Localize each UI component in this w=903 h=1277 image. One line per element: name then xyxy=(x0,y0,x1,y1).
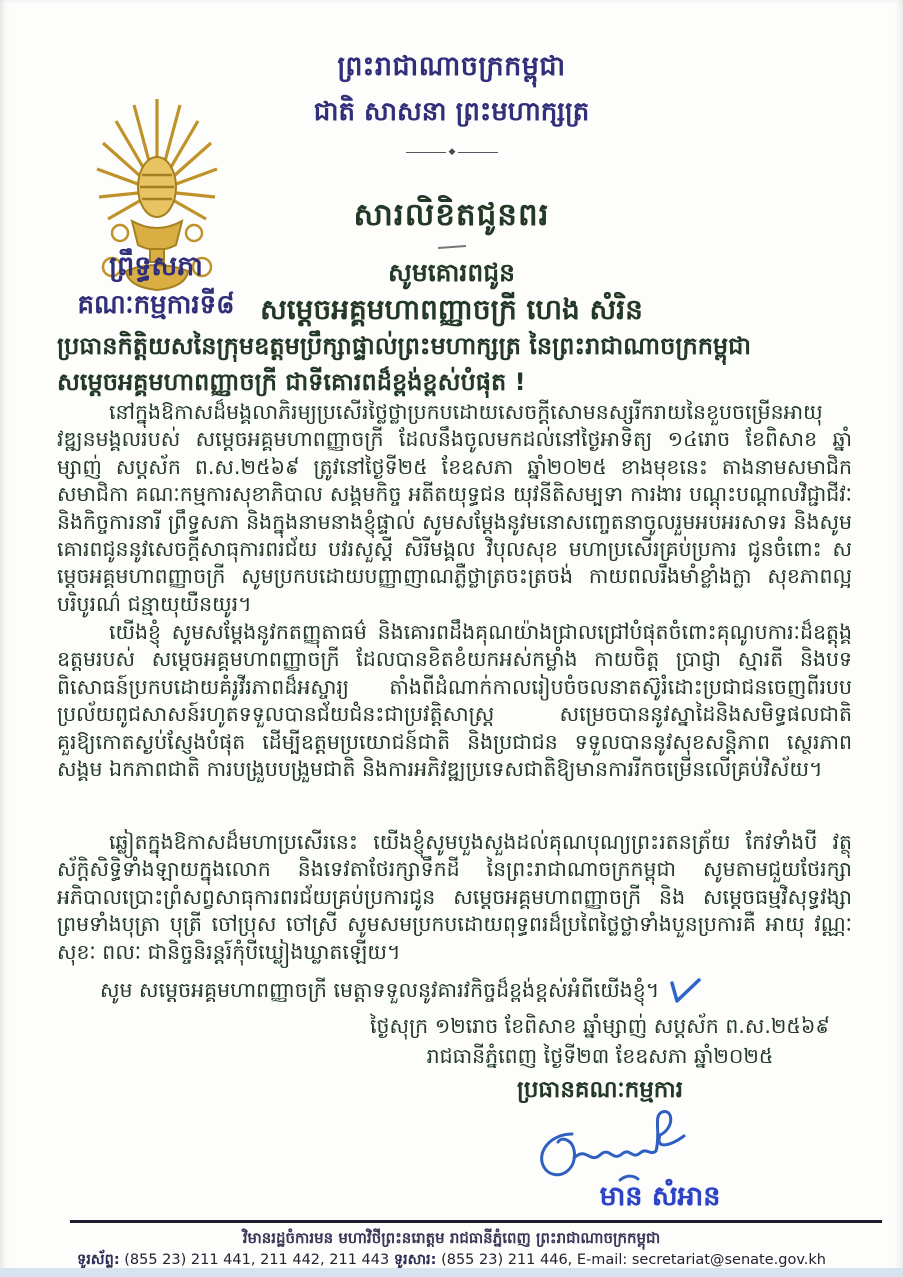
footer-address: វិមានរដ្ឋចំការមន មហាវិថីព្រះនរោត្តម រាជធានីភ្នំពេញ ព្រះរាជាណាចក្រកម្ពុជា xyxy=(242,1229,661,1247)
body-paragraph-2: យើងខ្ញុំ សូមសម្តែងនូវកតញ្ញុតាធម៌ និងគោរពដឹងគុណយ៉ាងជ្រាលជ្រៅបំផុតចំពោះគុណូបការៈដ៏ឧត្តុង្គឧត្តមរបស់ សម្តេចអគ្គមហាពញ្ញាចក្រី ដែលបានខិតខំយកអស់កម្លាំង កាយចិត្ត ប្រាជ្ញា ស្មារតី និងបទពិសោធន៍ប្រកបដោយគំរូវីរភាពដ៏អស្ចារ្យ តាំងពីដំណាក់កាលរៀបចំចលនាតស៊ូរំដោះប្រជាជនចេញពីរបបប្រល័យពូជសាសន៍រហូតទទួលបានជ័យជំនះជាប្រវត្តិសាស្រ្ត សម្រេចបាននូវស្នាដៃនិងសមិទ្ធផលជាតិគួរឱ្យកោតស្ងប់ស្ញែងបំផុត ដើម្បីឧត្តមប្រយោជន៍ជាតិ និងប្រជាជន ទទួលបាននូវសុខសន្តិភាព ស្ថេរភាពសង្គម ឯកភាពជាតិ ការបង្រួបបង្រួមជាតិ និងការអភិវឌ្ឍប្រទេសជាតិឱ្យមានការរីកចម្រើនលើគ្រប់វិស័យ។ xyxy=(57,620,852,782)
closing-text: សូម សម្តេចអគ្គមហាពញ្ញាចក្រី មេត្តាទទួលនូវគារវកិច្ចដ៏ខ្ពង់ខ្ពស់អំពីយើងខ្ញុំ។ xyxy=(100,978,660,1002)
sender-institution: ព្រឹទ្ធសភា xyxy=(109,251,203,282)
sender-commission: គណៈកម្មការទី៨ xyxy=(77,290,235,320)
signer-title: ប្រធានគណៈកម្មការ xyxy=(516,1077,684,1103)
signer-name: មាន​ សំអាន xyxy=(599,1181,721,1212)
fax-and-email: (855 23) 211 446, E-mail: secretariat@senate.gov.kh xyxy=(441,1252,826,1268)
body-paragraph-1: នៅក្នុងឱកាសដ៏មង្គលាភិរម្យប្រសើរថ្លៃថ្លាប្រកបដោយសេចក្តីសោមនស្សរីករាយនៃខួបចម្រើនអាយុវឌ្ឍនមង្គលរបស់ សម្តេចអគ្គមហាពញ្ញាចក្រី ដែលនឹងចូលមកដល់នៅថ្ងៃអាទិត្យ ១៤រោច ខែពិសាខ ឆ្នាំម្សាញ់ សប្តស័ក ព.ស.២៥៦៩ ត្រូវនៅថ្ងៃទី២៥ ខែឧសភា ឆ្នាំ២០២៥ ខាងមុខនេះ តាងនាមសមាជិក សមាជិកា គណៈកម្មការសុខាភិបាល សង្គមកិច្ច អតីតយុទ្ធជន យុវនីតិសម្បទា ការងារ បណ្តុះបណ្តាលវិជ្ជាជីវៈ និងកិច្ចការនារី ព្រឹទ្ធសភា និងក្នុងនាមនាងខ្ញុំផ្ទាល់ សូមសម្តែងនូវមនោសញ្ចេតនាចូលរួមអបអរសាទរ និងសូមគោរពជូននូវសេចក្តីសាធុការពរជ័យ បវរសួស្តី សិរីមង្គល វិបុលសុខ មហាប្រសើរគ្រប់ប្រការ ជូនចំពោះ សម្តេចអគ្គមហាពញ្ញាចក្រី សូមប្រកបដោយបញ្ញាញាណភ្លឺថ្លាត្រចះត្រចង់ កាយពលរឹងមាំខ្លាំងក្លា សុខភាពល្អបរិបូរណ៌ ជន្មាយុយឺនយូរ។ xyxy=(57,400,852,616)
footer-rule xyxy=(70,1220,882,1223)
ornament-rule-right xyxy=(458,152,498,153)
phone-numbers: (855 23) 211 441, 211 442, 211 443 xyxy=(124,1252,390,1268)
ornament-rule-left xyxy=(406,152,446,153)
blue-pen-checkmark-icon xyxy=(667,975,701,1010)
fax-label: ទូរសារ: xyxy=(393,1252,437,1268)
blue-ink-signature-icon xyxy=(520,1098,730,1190)
letter-title: សារលិខិតជូនពរ xyxy=(353,197,550,233)
header-divider-ornament xyxy=(406,148,498,157)
body-paragraph-3: ឆ្លៀតក្នុងឱកាសដ៏មហាប្រសើរនេះ យើងខ្ញុំសូមបួងសួងដល់គុណបុណ្យព្រះរតនត្រ័យ កែវទាំងបី វត្ថុស័ក្តិសិទ្ធិទាំងឡាយក្នុងលោក និងទេវតាថែរក្សាទឹកដី នៃព្រះរាជាណាចក្រកម្ពុជា សូមតាមជួយថែរក្សាអភិបាលប្រោះព្រំសព្វសាធុការពរជ័យគ្រប់ប្រការជូន សម្តេចអគ្គមហាពញ្ញាចក្រី និង សម្តេចធម្មវិសុទ្ធវង្សា ព្រមទាំងបុត្រា បុត្រី ចៅប្រុស ចៅស្រី សូមសមប្រកបដោយពុទ្ធពរដ៏ប្រពៃថ្លៃថ្លាទាំងបួនប្រការគឺ អាយុ វណ្ណៈ សុខៈ ពលៈ ជានិច្ចនិរន្តរ៍កុំបីឃ្លៀងឃ្លាតឡើយ។ xyxy=(57,830,852,964)
recipient-name: សម្តេចអគ្គមហាពញ្ញាចក្រី ហេង សំរិន xyxy=(260,293,643,326)
phone-label: ទូរស័ព្ទ: xyxy=(77,1252,120,1268)
title-divider xyxy=(438,245,466,249)
honorific-line: សម្តេចអគ្គមហាពញ្ញាចក្រី ជាទីគោរពដ៏ខ្ពង់ខ្ពស់បំផុត ! xyxy=(57,368,526,396)
date-place: រាជធានីភ្នំពេញ ថ្ងៃទី២៣ ខែឧសភា ឆ្នាំ២០២៥ xyxy=(426,1044,774,1068)
ornament-diamond-icon: ◆ xyxy=(448,147,456,157)
salutation: សូមគោរពជូន xyxy=(388,258,515,287)
recipient-title: ប្រធានកិត្តិយសនៃក្រុមឧត្តមប្រឹក្សាផ្ទាល់ព្រះមហាក្សត្រ នៃព្រះរាជាណាចក្រកម្ពុជា xyxy=(57,332,752,360)
scan-bottom-strip xyxy=(0,1268,903,1277)
closing-line xyxy=(100,975,860,1010)
kingdom-motto-line1: ព្រះរាជាណាចក្រកម្ពុជា xyxy=(337,51,566,82)
date-lunar: ថ្ងៃសុក្រ ១២រោច ខែពិសាខ ឆ្នាំម្សាញ់ សប្តស័ក ព.ស.២៥៦៩ xyxy=(370,1014,830,1038)
kingdom-motto-line2: ជាតិ សាសនា ព្រះមហាក្សត្រ xyxy=(313,97,590,127)
